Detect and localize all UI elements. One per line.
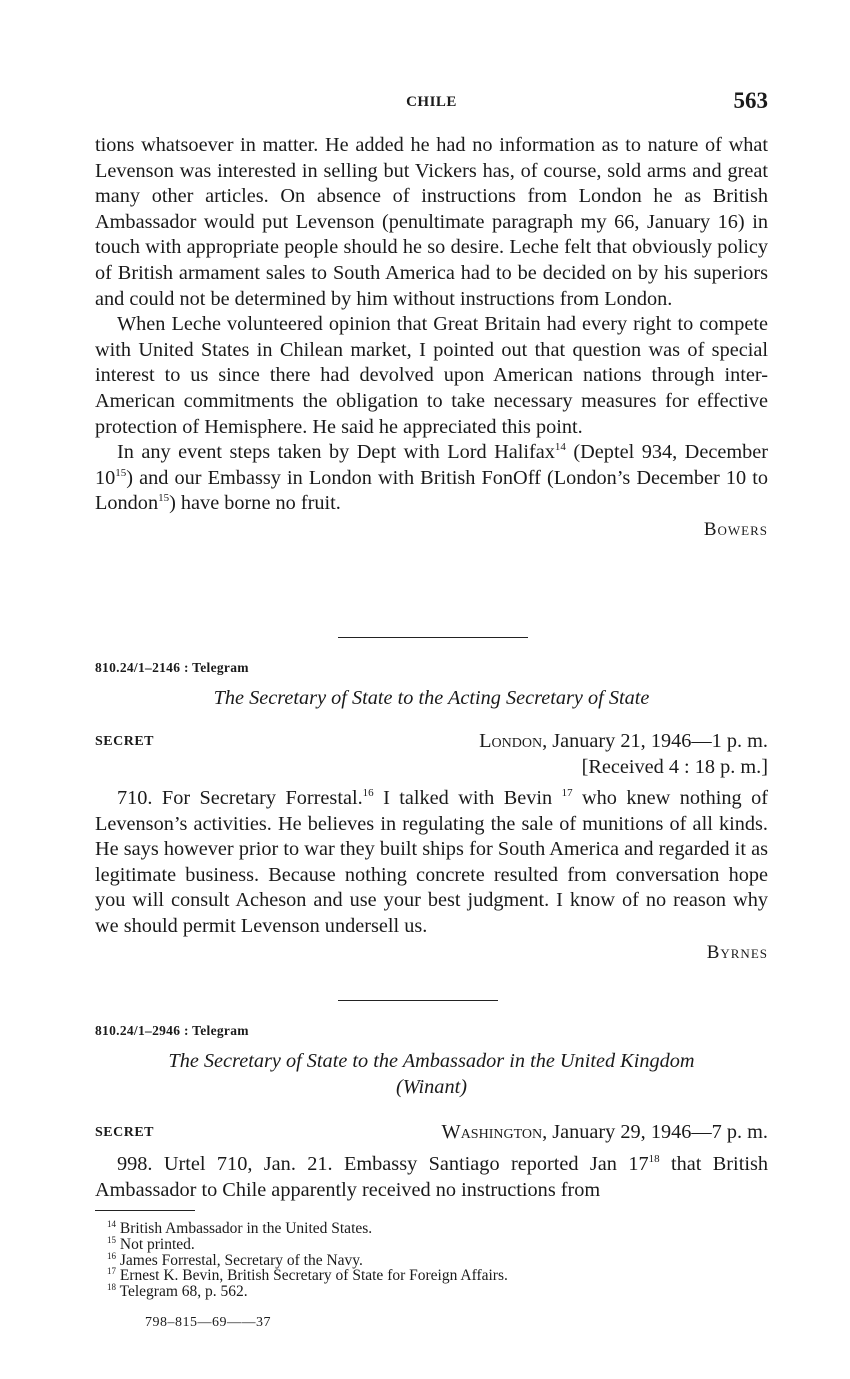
file-number: 810.24/1–2946 : Telegram (95, 1023, 249, 1038)
footnote: $^{16}$ James Forrestal, Secretary of the Navy. (107, 1250, 363, 1269)
footnote: $^{17}$ Ernest K. Bevin, British Secretary of State for Foreign Affairs. (107, 1266, 508, 1285)
dateline: Washington, January 29, 1946—7 p. m. (441, 1121, 768, 1143)
footnote: $^{15}$ Not printed. (107, 1234, 195, 1253)
file-number: 810.24/1–2146 : Telegram (95, 660, 249, 675)
section1-body (95, 133, 768, 543)
footnote: $^{14}$ British Ambassador in the United States. (107, 1219, 373, 1237)
received-time: [Received 4 : 18 p. m.] (581, 756, 768, 778)
footnote-ref: 18 (648, 1153, 660, 1165)
section-divider (338, 1000, 498, 1001)
signature-bowers: Bowers (703, 518, 768, 540)
print-code: 798–815—69——37 (145, 1315, 271, 1330)
classification-label: SECRET (95, 1125, 155, 1140)
page-number: 563 (733, 88, 768, 113)
doc3-body (95, 1152, 768, 1203)
section-divider (338, 637, 528, 638)
document-title: The Secretary of State to the Acting Secretary of State (213, 687, 650, 709)
footnote-ref: 16 (362, 787, 374, 799)
paragraph: 710. For Secretary Forrestal.$^{16}$ I talked with Bevin $^{17}$ who knew nothing of Levenson’s activities. He believes in regulating the sale of munitions of all kinds. He says however prior to war they built ships for South America and regarded it as legitimate business. Because nothing concrete resulted from conversation hope you will consult Acheson and use your best judgment. I know of no reason why we should permit Levenson undersell us. (95, 787, 768, 937)
paragraph: In any event steps taken by Dept with Lord Halifax$^{14}$ (Deptel 934, December $10^{15}$) and our Embassy in London with British FonOff (London’s December 10 to London$^{15}$) have borne no fruit. (95, 441, 768, 515)
running-title: CHILE (406, 94, 457, 110)
signature-byrnes: Byrnes (706, 941, 768, 963)
paragraph: tions whatsoever in matter. He added he had no information as to nature of what Levenson was interested in selling but Vickers has, of course, sold arms and great many other articles. On absence of instructions from London he as British Ambassador would put Levenson (penultimate paragraph my 66, January 16) in touch with appropriate people should he so desire. Leche felt that obviously policy of British armament sales to South America had to be decided on by his superiors and could not be determined by him without instructions from London. (95, 134, 768, 310)
paragraph: 998. Urtel 710, Jan. 21. Embassy Santiago reported Jan $17^{18}$ that British Ambassador to Chile apparently received no instructions from (95, 1153, 768, 1201)
footnote-ref: 14 (554, 441, 566, 454)
footnote-ref: 17 (561, 787, 573, 799)
footnote-ref: 15 (158, 492, 170, 505)
footnote: $^{18}$ Telegram 68, p. 562. (107, 1282, 248, 1301)
document-page (95, 0, 768, 1379)
footnote-rule (95, 1210, 195, 1211)
document-title-addressee: (Winant) (396, 1076, 467, 1098)
footnotes (107, 1221, 767, 1300)
footnote-ref: 15 (115, 466, 127, 479)
classification-label: SECRET (95, 734, 155, 749)
dateline-row (95, 730, 768, 756)
dateline: London, January 21, 1946—1 p. m. (479, 730, 768, 752)
received-row (95, 756, 768, 782)
dateline-row (95, 1121, 768, 1147)
doc2-body (95, 786, 768, 965)
document-title: The Secretary of State to the Ambassador in the United Kingdom (168, 1050, 695, 1072)
running-header (95, 88, 768, 118)
paragraph: When Leche volunteered opinion that Great Britain had every right to compete with United States in Chilean market, I pointed out that question was of special interest to us since there had devolved upon American nations through inter-American commitments the obligation to take necessary measures for effective protection of Hemisphere. He said he appreciated this point. (95, 313, 768, 438)
